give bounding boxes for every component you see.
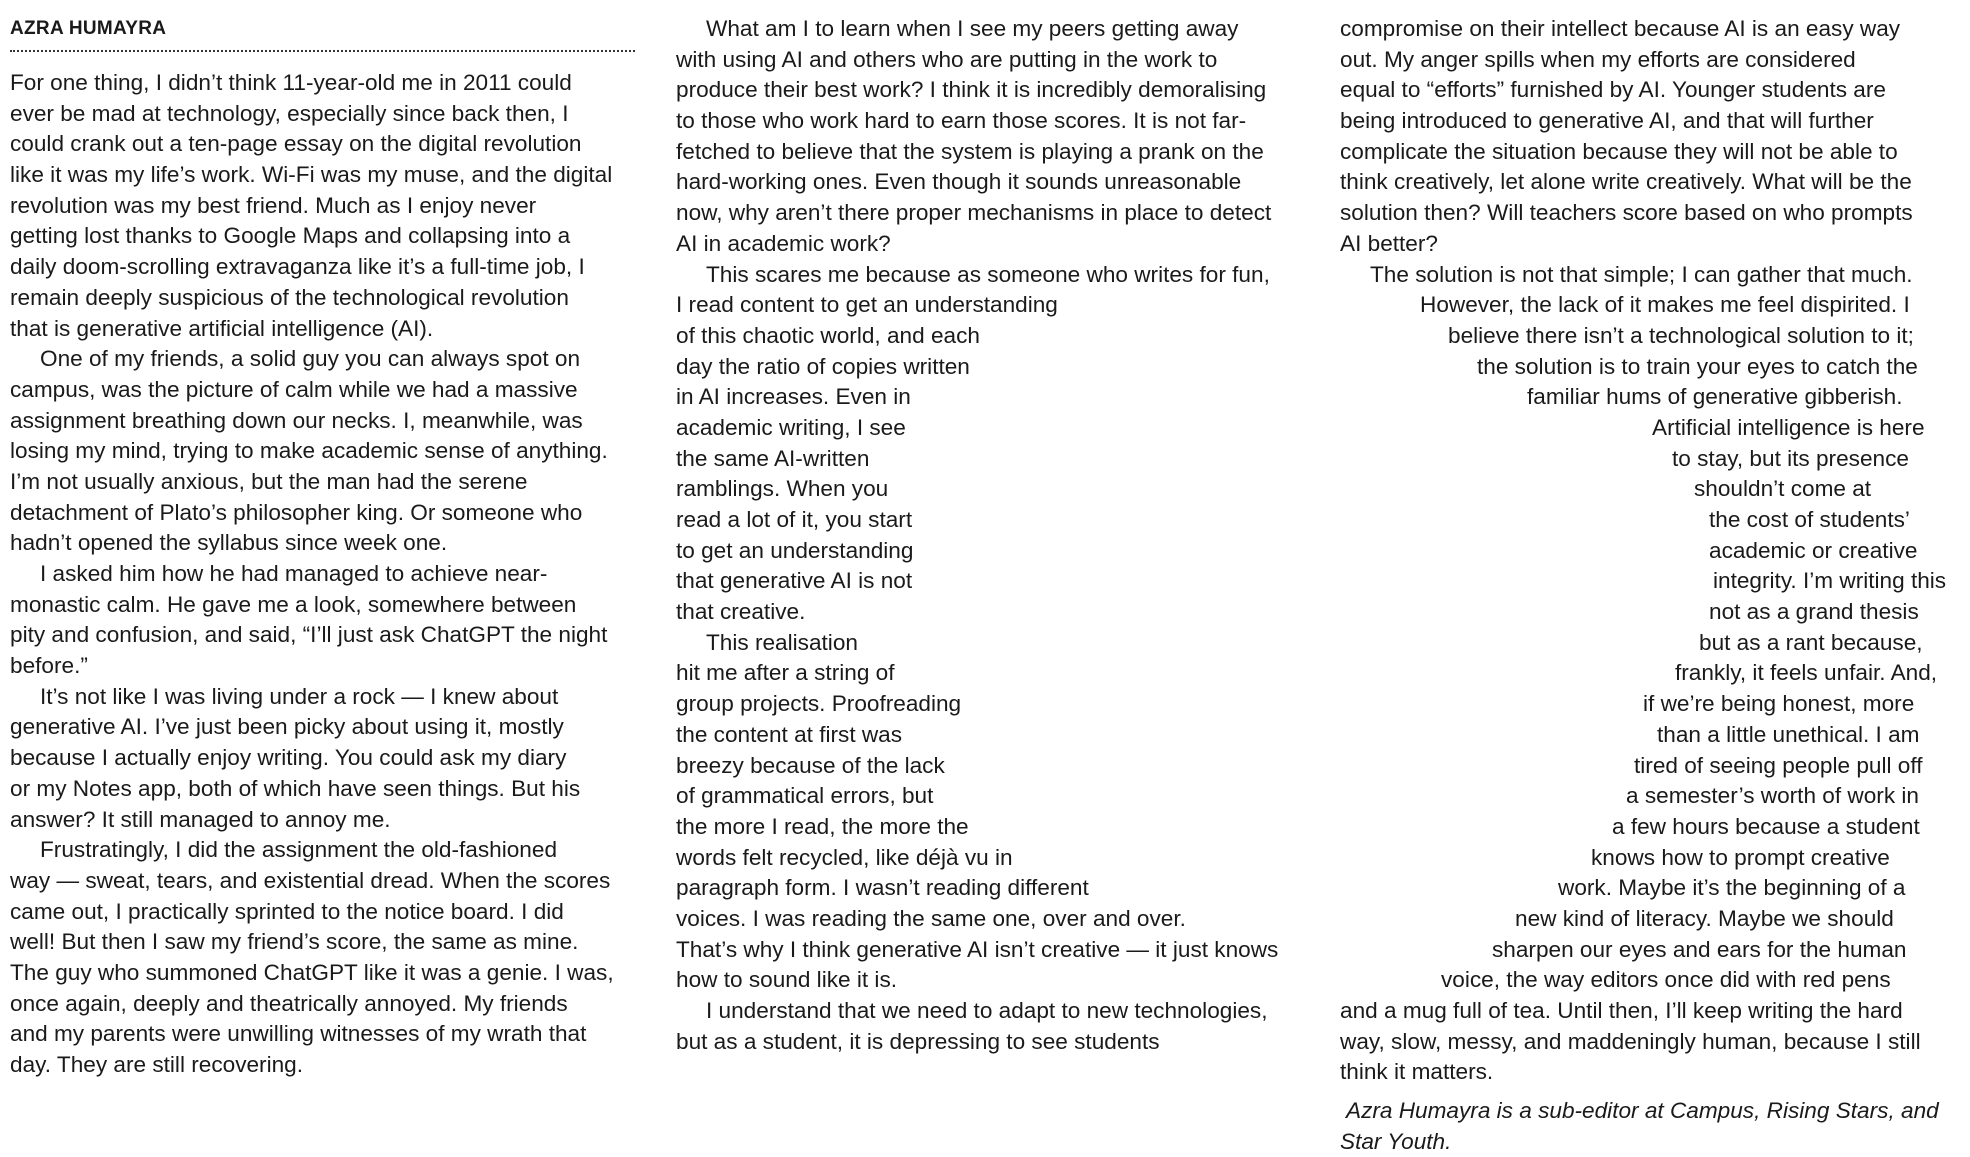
text-line: compromise on their intellect because AI is an easy way <box>1340 16 1901 41</box>
text-line: I asked him how he had managed to achieve near- <box>40 561 548 586</box>
text-line: the solution is to train your eyes to catch the <box>1477 353 1918 379</box>
text-line: a few hours because a student <box>1612 813 1920 839</box>
text-line: It’s not like I was living under a rock — I knew about <box>40 683 559 709</box>
text-line: hadn’t opened the syllabus since week one. <box>10 530 448 556</box>
text-line: in AI increases. Even in <box>676 384 911 410</box>
text-line: not as a grand thesis <box>1709 599 1919 625</box>
text-line: ramblings. When you <box>676 476 889 502</box>
column-3 <box>1340 14 1960 1157</box>
text-line: way — sweat, tears, and existential dread. When the scores <box>10 867 611 893</box>
text-line: fetched to believe that the system is playing a prank on the <box>676 138 1264 164</box>
text-line: For one thing, I didn’t think 11-year-old me in 2011 could <box>10 70 572 95</box>
text-line: hard-working ones. Even though it sounds unreasonable <box>676 169 1242 195</box>
text-line: breezy because of the lack <box>676 752 945 778</box>
text-line: assignment breathing down our necks. I, meanwhile, was <box>10 407 583 433</box>
text-line: The guy who summoned ChatGPT like it was a genie. I was, <box>10 959 614 985</box>
text-line: day the ratio of copies written <box>676 353 970 379</box>
text-line: to get an understanding <box>676 537 914 563</box>
text-line: The solution is not that simple; I can gather that much. <box>1370 261 1913 287</box>
text-line: came out, I practically sprinted to the notice board. I did <box>10 898 564 924</box>
text-line: monastic calm. He gave me a look, somewhere between <box>10 591 577 617</box>
text-line: I understand that we need to adapt to new technologies, <box>706 998 1268 1023</box>
text-line: with using AI and others who are putting in the work to <box>676 46 1218 72</box>
text-line: think creatively, let alone write creatively. What will be the <box>1340 169 1912 195</box>
text-line: AI in academic work? <box>676 230 891 256</box>
text-line: I read content to get an understanding <box>676 292 1058 318</box>
text-line: the same AI-written <box>676 445 870 471</box>
text-line: losing my mind, trying to make academic sense of anything. <box>10 438 608 464</box>
text-line: that is generative artificial intelligence (AI). <box>10 315 434 341</box>
text-line: the more I read, the more the <box>676 813 969 839</box>
text-line: paragraph form. I wasn’t reading different <box>676 875 1089 901</box>
text-line: pity and confusion, and said, “I’ll just ask ChatGPT the night <box>10 622 608 648</box>
text-line: of grammatical errors, but <box>676 783 934 809</box>
text-line: being introduced to generative AI, and that will further <box>1340 108 1874 134</box>
text-line: once again, deeply and theatrically annoyed. My friends <box>10 990 568 1016</box>
text-line: complicate the situation because they will not be able to <box>1340 138 1898 164</box>
text-line: group projects. Proofreading <box>676 691 962 717</box>
text-line: academic or creative <box>1709 537 1918 563</box>
text-line: answer? It still managed to annoy me. <box>10 806 391 832</box>
text-line: the content at first was <box>676 721 903 747</box>
text-line: that creative. <box>676 599 806 625</box>
text-line: I’m not usually anxious, but the man had the serene <box>10 468 528 494</box>
author-credit <box>1340 1096 1960 1157</box>
text-line: believe there isn’t a technological solution to it; <box>1448 322 1914 348</box>
column-2-text <box>676 14 1306 1057</box>
text-line: Artificial intelligence is here <box>1652 414 1925 440</box>
text-line: like it was my life’s work. Wi-Fi was my muse, and the digital <box>10 162 613 188</box>
text-line: That’s why I think generative AI isn’t creative — it just knows <box>676 936 1279 962</box>
text-line: This scares me because as someone who writes for fun, <box>706 261 1270 287</box>
text-line: familiar hums of generative gibberish. <box>1527 384 1903 410</box>
text-line: of this chaotic world, and each <box>676 322 980 348</box>
text-line: shouldn’t come at <box>1694 476 1872 502</box>
text-line: voice, the way editors once did with red pens <box>1441 967 1891 993</box>
text-line: new kind of literacy. Maybe we should <box>1515 905 1894 931</box>
text-line: sharpen our eyes and ears for the human <box>1492 936 1907 962</box>
text-line: revolution was my best friend. Much as I enjoy never <box>10 192 537 218</box>
text-line: This realisation <box>706 629 858 655</box>
column-1-text <box>10 68 635 1081</box>
byline: AZRA HUMAYRA <box>10 18 167 39</box>
text-line: read a lot of it, you start <box>676 507 913 532</box>
text-line: the cost of students’ <box>1709 507 1910 532</box>
text-line: to those who work hard to earn those scores. It is not far- <box>676 108 1247 134</box>
text-line: Frustratingly, I did the assignment the old-fashioned <box>40 837 558 863</box>
text-line: daily doom-scrolling extravaganza like it’s a full-time job, I <box>10 254 585 280</box>
text-line: What am I to learn when I see my peers getting away <box>706 16 1239 41</box>
text-line: could crank out a ten-page essay on the digital revolution <box>10 131 582 157</box>
text-line: produce their best work? I think it is incredibly demoralising <box>676 77 1267 103</box>
text-line: hit me after a string of <box>676 660 895 686</box>
text-line: words felt recycled, like déjà vu in <box>676 844 1013 870</box>
text-line: because I actually enjoy writing. You could ask my diary <box>10 745 567 771</box>
text-line: ever be mad at technology, especially since back then, I <box>10 100 569 126</box>
text-line: voices. I was reading the same one, over and over. <box>676 905 1186 931</box>
column-1 <box>10 14 635 1081</box>
text-line: how to sound like it is. <box>676 967 898 993</box>
credit-line: Star Youth. <box>1340 1128 1452 1154</box>
text-line: that generative AI is not <box>676 568 913 594</box>
text-line: and my parents were unwilling witnesses of my wrath that <box>10 1021 587 1047</box>
text-line: and a mug full of tea. Until then, I’ll keep writing the hard <box>1340 998 1903 1023</box>
text-line: day. They are still recovering. <box>10 1052 304 1077</box>
credit-line: Azra Humayra is a sub-editor at Campus, Rising Stars, and <box>1346 1098 1939 1124</box>
text-line: detachment of Plato’s philosopher king. Or someone who <box>10 499 583 525</box>
text-line: well! But then I saw my friend’s score, the same as mine. <box>10 929 579 955</box>
text-line: solution then? Will teachers score based on who prompts <box>1340 200 1913 226</box>
text-line: think it matters. <box>1340 1059 1494 1085</box>
text-line: knows how to prompt creative <box>1591 844 1890 870</box>
text-line: tired of seeing people pull off <box>1634 752 1923 778</box>
column-3-text <box>1340 14 1960 1088</box>
text-line: but as a rant because, <box>1699 629 1923 655</box>
column-2 <box>676 14 1306 1057</box>
text-line: generative AI. I’ve just been picky about using it, mostly <box>10 714 564 740</box>
text-line: getting lost thanks to Google Maps and collapsing into a <box>10 223 571 249</box>
text-line: if we’re being honest, more <box>1643 691 1915 717</box>
text-line: academic writing, I see <box>676 414 906 440</box>
text-line: now, why aren’t there proper mechanisms in place to detect <box>676 200 1272 226</box>
text-line: frankly, it feels unfair. And, <box>1675 660 1938 686</box>
text-line: way, slow, messy, and maddeningly human, because I still <box>1340 1028 1921 1054</box>
byline-divider <box>10 44 635 52</box>
text-line: or my Notes app, both of which have seen things. But his <box>10 775 581 801</box>
text-line: One of my friends, a solid guy you can always spot on <box>40 346 581 372</box>
text-line: AI better? <box>1340 230 1438 256</box>
text-line: integrity. I’m writing this <box>1713 568 1947 594</box>
text-line: to stay, but its presence <box>1672 445 1909 471</box>
text-line: However, the lack of it makes me feel dispirited. I <box>1420 292 1910 318</box>
text-line: campus, was the picture of calm while we had a massive <box>10 376 578 402</box>
text-line: but as a student, it is depressing to see students <box>676 1028 1160 1054</box>
text-line: work. Maybe it’s the beginning of a <box>1558 875 1906 901</box>
text-line: out. My anger spills when my efforts are considered <box>1340 46 1856 72</box>
text-line: before.” <box>10 653 88 679</box>
text-line: than a little unethical. I am <box>1657 721 1920 747</box>
text-line: remain deeply suspicious of the technological revolution <box>10 284 569 310</box>
text-line: a semester’s worth of work in <box>1626 783 1919 809</box>
text-line: equal to “efforts” furnished by AI. Younger students are <box>1340 77 1886 103</box>
